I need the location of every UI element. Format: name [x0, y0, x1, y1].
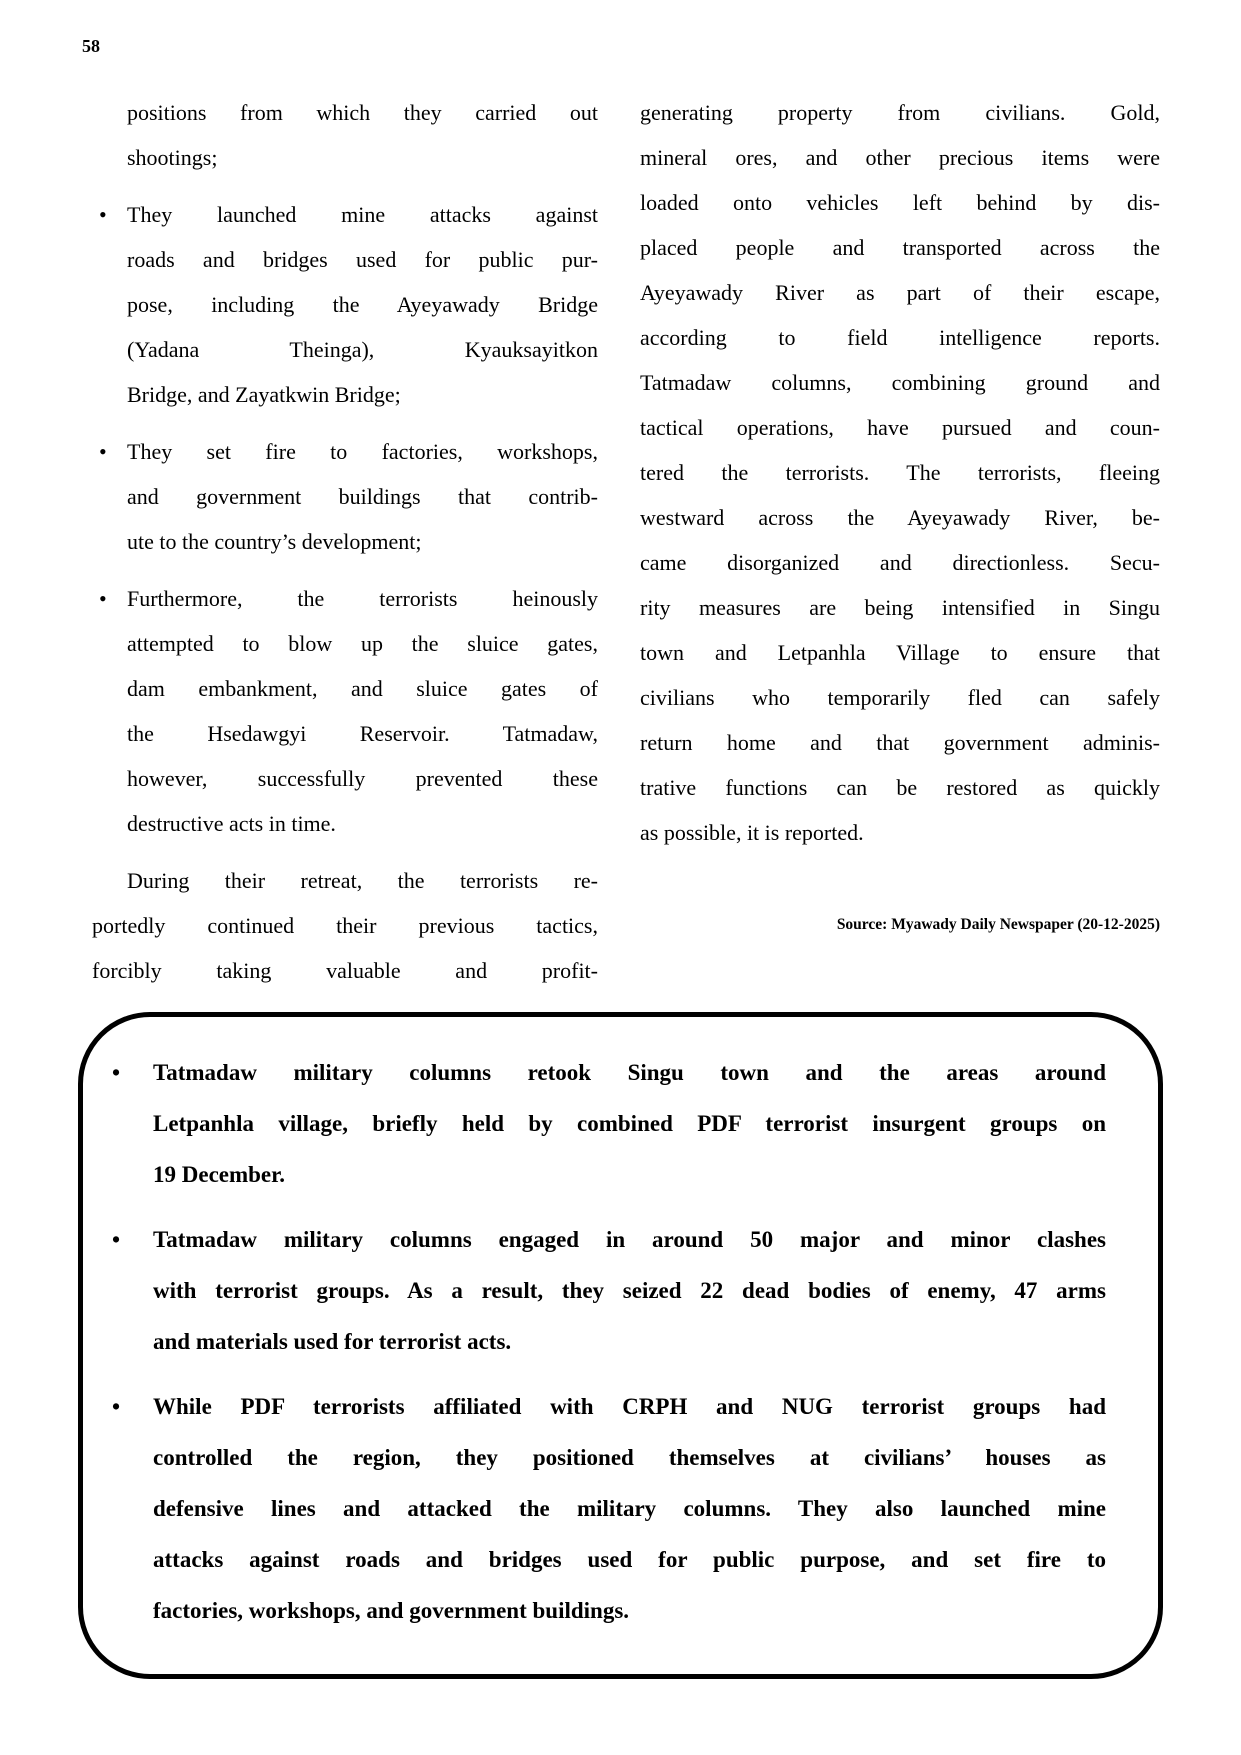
block-lines: [109, 1047, 1106, 1200]
text-line: defensive lines and attacked the military columns. They also launched mine: [153, 1496, 1106, 1521]
text-line: dam embankment, and sluice gates of: [127, 676, 598, 701]
text-line: and government buildings that contrib-: [127, 484, 598, 509]
right-column-text: [640, 90, 1160, 855]
text-line: portedly continued their previous tactics,: [92, 913, 598, 938]
article-columns: [92, 90, 1160, 993]
text-line: roads and bridges used for public pur-: [127, 247, 598, 272]
block-lines: [92, 858, 598, 993]
text-line: Tatmadaw military columns retook Singu town and the areas around: [153, 1060, 1106, 1085]
block-lines: [109, 1214, 1106, 1367]
text-line: tered the terrorists. The terrorists, fleeing: [640, 460, 1160, 485]
summary-bullet-item: [109, 1381, 1106, 1636]
text-line: ute to the country’s development;: [127, 529, 422, 554]
text-line: They set fire to factories, workshops,: [127, 439, 598, 464]
bullet-marker-icon: •: [99, 586, 107, 611]
text-line: however, successfully prevented these: [127, 766, 598, 791]
bullet-marker-icon: •: [112, 1227, 121, 1252]
text-line: according to field intelligence reports.: [640, 325, 1160, 350]
text-line: trative functions can be restored as quickly: [640, 775, 1160, 800]
text-line: factories, workshops, and government buildings.: [153, 1598, 630, 1623]
summary-bullet-item: [109, 1214, 1106, 1367]
text-line: came disorganized and directionless. Secu-: [640, 550, 1160, 575]
bullet-item: [92, 192, 598, 417]
text-line: civilians who temporarily fled can safely: [640, 685, 1160, 710]
bullet-item: [92, 429, 598, 564]
text-line: return home and that government adminis-: [640, 730, 1160, 755]
text-line: controlled the region, they positioned themselves at civilians’ houses as: [153, 1445, 1106, 1470]
text-line: 19 December.: [153, 1162, 285, 1187]
text-line: and materials used for terrorist acts.: [153, 1329, 512, 1354]
text-line: While PDF terrorists affiliated with CRPH and NUG terrorist groups had: [153, 1394, 1106, 1419]
continuation-block: [92, 90, 598, 180]
bullet-marker-icon: •: [112, 1394, 121, 1419]
block-lines: [109, 1381, 1106, 1636]
block-lines: [92, 90, 598, 180]
text-line: rity measures are being intensified in Singu: [640, 595, 1160, 620]
text-line: Ayeyawady River as part of their escape,: [640, 280, 1160, 305]
text-line: forcibly taking valuable and profit-: [92, 958, 598, 983]
text-line: pose, including the Ayeyawady Bridge: [127, 292, 598, 317]
block-lines: [92, 576, 598, 846]
text-line: destructive acts in time.: [127, 811, 336, 836]
left-column: [92, 90, 598, 993]
text-line: positions from which they carried out: [127, 100, 598, 125]
text-line: (Yadana Theinga), Kyauksayitkon: [127, 337, 598, 362]
text-line: Bridge, and Zayatkwin Bridge;: [127, 382, 401, 407]
text-line: tactical operations, have pursued and coun-: [640, 415, 1160, 440]
text-line: generating property from civilians. Gold,: [640, 100, 1160, 125]
text-line: as possible, it is reported.: [640, 820, 864, 845]
text-line: attacks against roads and bridges used for public purpose, and set fire to: [153, 1547, 1106, 1572]
right-column: [640, 90, 1160, 935]
text-line: placed people and transported across the: [640, 235, 1160, 260]
summary-bullet-item: [109, 1047, 1106, 1200]
paragraph-block: [92, 858, 598, 993]
text-line: Furthermore, the terrorists heinously: [127, 586, 598, 611]
text-line: shootings;: [127, 145, 218, 170]
text-line: During their retreat, the terrorists re-: [127, 868, 598, 893]
text-line: Tatmadaw military columns engaged in around 50 major and minor clashes: [153, 1227, 1106, 1252]
bullet-marker-icon: •: [99, 202, 107, 227]
summary-box: [78, 1012, 1163, 1679]
block-lines: [92, 429, 598, 564]
text-line: loaded onto vehicles left behind by dis-: [640, 190, 1160, 215]
bullet-marker-icon: •: [99, 439, 107, 464]
text-line: Letpanhla village, briefly held by combined PDF terrorist insurgent groups on: [153, 1111, 1106, 1136]
block-lines: [92, 192, 598, 417]
text-line: mineral ores, and other precious items were: [640, 145, 1160, 170]
text-line: attempted to blow up the sluice gates,: [127, 631, 598, 656]
text-line: Tatmadaw columns, combining ground and: [640, 370, 1160, 395]
source-line: Source: Myawady Daily Newspaper (20-12-2025): [836, 916, 1160, 933]
bullet-item: [92, 576, 598, 846]
text-line: the Hsedawgyi Reservoir. Tatmadaw,: [127, 721, 598, 746]
bullet-marker-icon: •: [112, 1060, 121, 1085]
text-line: westward across the Ayeyawady River, be-: [640, 505, 1160, 530]
text-line: They launched mine attacks against: [127, 202, 598, 227]
text-line: with terrorist groups. As a result, they seized 22 dead bodies of enemy, 47 arms: [153, 1278, 1106, 1303]
text-line: town and Letpanhla Village to ensure that: [640, 640, 1160, 665]
page-number: 58: [82, 36, 100, 56]
